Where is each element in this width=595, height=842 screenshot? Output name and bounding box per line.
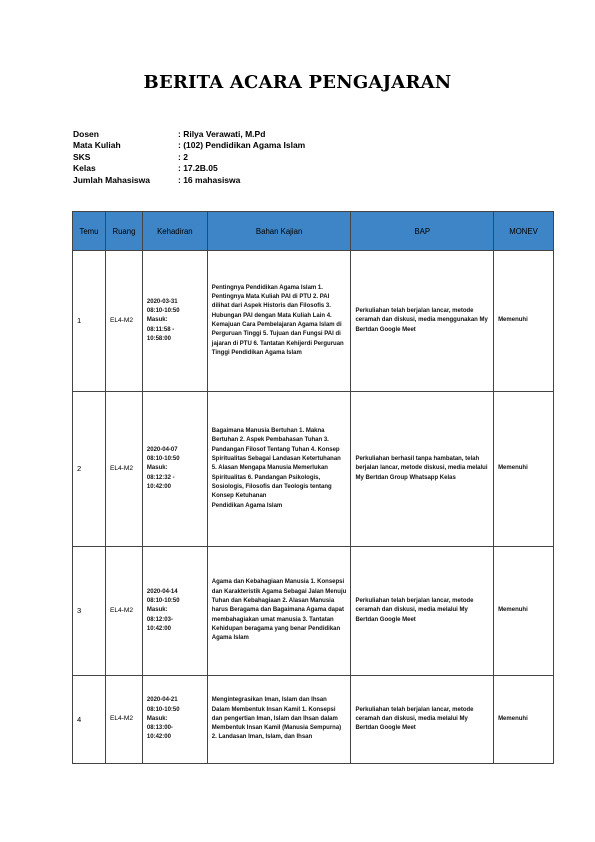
cell-monev: Memenuhi [494, 392, 554, 547]
cell-bahan-kajian: Bagaimana Manusia Bertuhan 1. Makna Bertuhan 2. Aspek Pembahasan Tuhan 3. Pandangan Filosof Tentang Tuhan 4. Konsep Spiritualitas Sebagai Landasan Ketertuhanan 5. Alasan Mengapa Manusia Memerlukan Spiritualitas 6. Pandangan Psikologis, Sosiologis, Filosofis dan Teologis tentang Konsep Ketuhanan Pendidikan Agama Islam [207, 392, 351, 547]
table-header-row [73, 212, 554, 251]
teaching-record-table [72, 211, 554, 764]
header-monev: MONEV [494, 212, 554, 251]
page-title: BERITA ACARA PENGAJARAN [143, 72, 452, 93]
info-value: : 17.2B.05 [178, 163, 218, 174]
header-temu: Temu [73, 212, 106, 251]
cell-kehadiran: 2020-04-14 08:10-10:50 Masuk: 08:12:03- 10:42:00 [142, 547, 207, 676]
table-row [73, 676, 554, 764]
info-row-dosen [73, 128, 305, 140]
cell-bahan-kajian: Pentingnya Pendidikan Agama Islam 1. Pentingnya Mata Kuliah PAI di PTU 2. PAI dilihat dari Aspek Historis dan Filosofis 3. Hubungan PAI dengan Mata Kuliah Lain 4. Kemajuan Cara Pembelajaran Agama Islam di Perguruan Tinggi 5. Tujuan dan Fungsi PAI di jajaran di PTU 6. Tantatan Kehijerdi Perguruan Tinggi Pendidikan Agama Islam [207, 251, 351, 392]
info-value: : Rilya Verawati, M.Pd [178, 128, 266, 139]
info-label: Jumlah Mahasiswa [73, 174, 151, 185]
table-row [73, 547, 554, 676]
info-row-sks [73, 151, 305, 163]
cell-ruang: EL4-M2 [105, 251, 142, 392]
course-info [73, 128, 305, 186]
info-row-kelas [73, 163, 305, 175]
info-value: : 16 mahasiswa [178, 174, 241, 185]
cell-monev: Memenuhi [494, 251, 554, 392]
header-kehadiran: Kehadiran [142, 212, 207, 251]
cell-temu: 2 [73, 392, 106, 547]
info-label: Dosen [73, 128, 99, 139]
info-label: Mata Kuliah [73, 140, 121, 151]
cell-bap: Perkuliahan telah berjalan lancar, metode ceramah dan diskusi, media menggunakan My Bertdan Google Meet [351, 251, 494, 392]
header-bap: BAP [351, 212, 494, 251]
header-bahan-kajian: Bahan Kajian [207, 212, 351, 251]
cell-bahan-kajian: Mengintegrasikan Iman, Islam dan Ihsan Dalam Membentuk Insan Kamil 1. Konsepsi dan pengertian Iman, Islam dan Ihsan dalam Membentuk Insan Kamil (Manusia Sempurna) 2. Landasan Iman, Islam, dan Ihsan [207, 676, 351, 764]
info-value: : 2 [178, 151, 188, 162]
cell-temu: 3 [73, 547, 106, 676]
cell-bap: Perkuliahan telah berjalan lancar, metode ceramah dan diskusi, media melalui My Bertdan Google Meet [351, 547, 494, 676]
cell-kehadiran: 2020-04-07 08:10-10:50 Masuk: 08:12:32 - 10:42:00 [142, 392, 207, 547]
info-label: SKS [73, 151, 91, 162]
cell-monev: Memenuhi [494, 676, 554, 764]
info-row-jumlah-mahasiswa [73, 174, 305, 186]
info-label: Kelas [73, 163, 96, 174]
header-ruang: Ruang [105, 212, 142, 251]
cell-ruang: EL4-M2 [105, 547, 142, 676]
cell-monev: Memenuhi [494, 547, 554, 676]
cell-ruang: EL4-M2 [105, 676, 142, 764]
cell-bahan-kajian: Agama dan Kebahagiaan Manusia 1. Konsepsi dan Karakteristik Agama Sebagai Jalan Menuju Tuhan dan Kebahagiaan 2. Alasan Manusia harus Beragama dan Bagaimana Agama dapat membahagiakan umat manusia 3. Tantatan Kehidupan beragama yang benar Pendidikan Agama Islam [207, 547, 351, 676]
info-value: : (102) Pendidikan Agama Islam [178, 140, 306, 151]
cell-ruang: EL4-M2 [105, 392, 142, 547]
cell-kehadiran: 2020-04-21 08:10-10:50 Masuk: 08:13:00- 10:42:00 [142, 676, 207, 764]
cell-kehadiran: 2020-03-31 08:10-10:50 Masuk: 08:11:58 - 10:58:00 [142, 251, 207, 392]
cell-temu: 1 [73, 251, 106, 392]
table-row [73, 251, 554, 392]
cell-temu: 4 [73, 676, 106, 764]
cell-bap: Perkuliahan telah berjalan lancar, metode ceramah dan diskusi, media melalui My Bertdan Google Meet [351, 676, 494, 764]
info-row-mata-kuliah [73, 140, 305, 152]
cell-bap: Perkuliahan berhasil tanpa hambatan, telah berjalan lancar, metode diskusi, media melalui My Bertdan Group Whatsapp Kelas [351, 392, 494, 547]
table-row [73, 392, 554, 547]
